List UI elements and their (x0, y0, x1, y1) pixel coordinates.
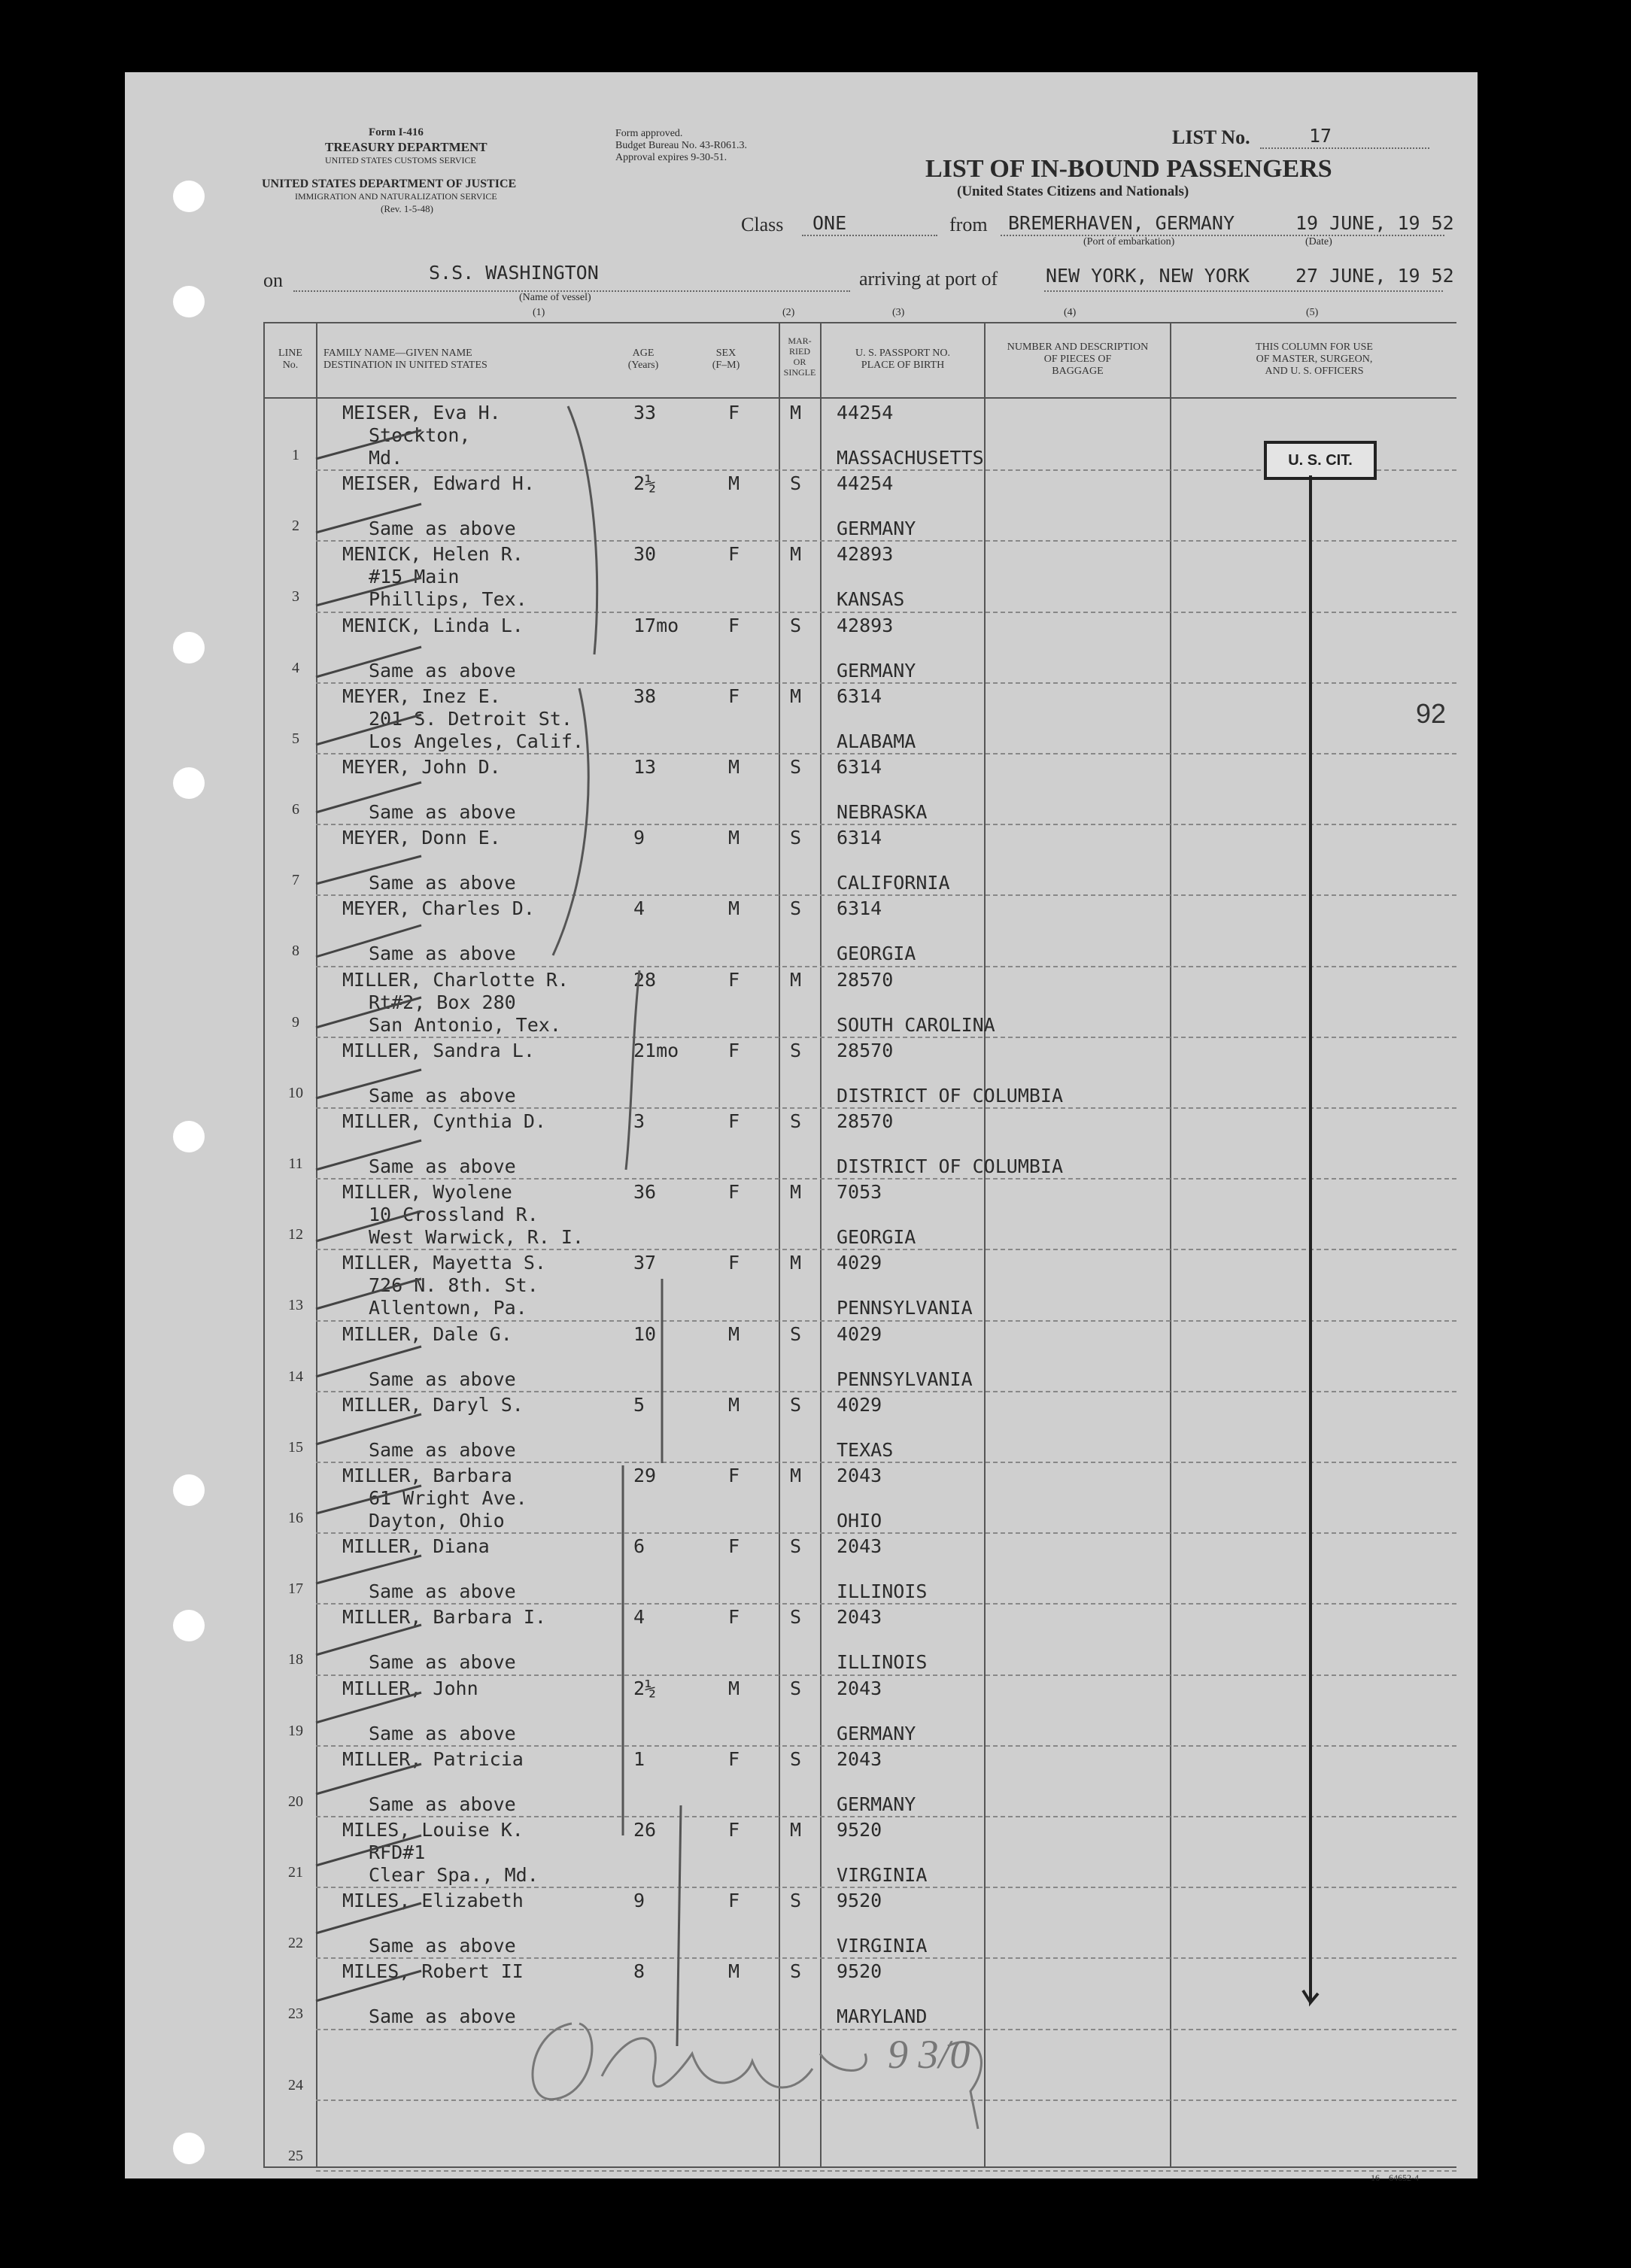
passenger-age: 33 (633, 402, 657, 424)
form-subtitle: (United States Citizens and Nationals) (957, 184, 1189, 199)
passenger-destination: Clear Spa., Md. (369, 1864, 539, 1886)
passenger-destination: Same as above (369, 1793, 516, 1815)
passenger-destination: Md. (369, 447, 403, 469)
passenger-age: 6 (633, 1535, 645, 1558)
place-of-birth: CALIFORNIA (837, 872, 950, 894)
passport-number: 28570 (837, 1110, 894, 1132)
passenger-destination: Same as above (369, 1438, 516, 1461)
customs-service: UNITED STATES CUSTOMS SERVICE (325, 155, 476, 165)
passenger-marital: S (790, 1747, 802, 1770)
place-of-birth: GERMANY (837, 659, 916, 682)
passenger-age: 2½ (633, 1677, 657, 1699)
line-number: 1 (292, 447, 299, 463)
line-number: 13 (288, 1297, 303, 1314)
passenger-age: 36 (633, 1181, 657, 1204)
passenger-sex: F (728, 1819, 740, 1841)
on-label: on (263, 269, 283, 291)
passenger-name: MILLER, Cynthia D. (342, 1110, 546, 1132)
passport-number: 4029 (837, 1322, 882, 1345)
passenger-destination: Same as above (369, 1155, 516, 1177)
passenger-sex: F (728, 685, 740, 707)
place-of-birth: DISTRICT OF COLUMBIA (837, 1155, 1064, 1177)
passenger-sex: F (728, 1606, 740, 1629)
passenger-age: 3 (633, 1110, 645, 1132)
passenger-marital: S (790, 1039, 802, 1061)
passenger-sex: F (728, 1465, 740, 1486)
passenger-sex: F (728, 1252, 740, 1274)
passport-number: 42893 (837, 543, 894, 566)
us-citizen-stamp: U. S. CIT. (1264, 441, 1377, 480)
passenger-sex: F (728, 614, 740, 636)
passenger-name: MEYER, John D. (342, 756, 501, 778)
passenger-marital: S (790, 1322, 802, 1345)
vessel-name: S.S. WASHINGTON (429, 262, 599, 284)
col-header-married: MAR- RIED OR SINGLE (783, 335, 816, 378)
passenger-age: 26 (633, 1819, 657, 1841)
passenger-sex: M (728, 827, 740, 849)
passport-number: 9520 (837, 1960, 882, 1983)
place-of-birth: ILLINOIS (837, 1651, 928, 1674)
passenger-age: 8 (633, 1960, 645, 1983)
line-number: 9 (292, 1013, 299, 1031)
passenger-address: 726 N. 8th. St. (369, 1274, 539, 1297)
passenger-name: MEISER, Edward H. (342, 472, 535, 495)
port-caption: (Port of embarkation) (1083, 236, 1175, 247)
passenger-age: 29 (633, 1465, 657, 1486)
col-header-sex: SEX (F–M) (712, 348, 740, 371)
margin-number: 92 (1416, 698, 1447, 729)
passenger-marital: S (790, 614, 802, 636)
passenger-marital: S (790, 1393, 802, 1416)
passenger-address: 201 S. Detroit St. (369, 707, 573, 730)
line-number: 22 (288, 1935, 303, 1952)
passenger-marital: M (790, 1181, 802, 1204)
passenger-sex: F (728, 1890, 740, 1912)
place-of-birth: PENNSYLVANIA (837, 1297, 973, 1319)
passenger-name: MILLER, Dale G. (342, 1322, 512, 1345)
passport-number: 6314 (837, 685, 882, 707)
passenger-marital: S (790, 472, 802, 495)
passenger-destination: Same as above (369, 518, 516, 540)
place-of-birth: GEORGIA (837, 1226, 916, 1249)
passenger-sex: F (728, 1747, 740, 1770)
passenger-marital: M (790, 543, 802, 566)
line-number: 15 (288, 1438, 303, 1456)
line-number: 10 (288, 1084, 303, 1101)
line-number: 16 (288, 1510, 303, 1526)
form-title: LIST OF IN-BOUND PASSENGERS (925, 155, 1332, 183)
line-number: 17 (288, 1580, 303, 1598)
passenger-destination: Same as above (369, 1935, 516, 1957)
line-number: 21 (288, 1864, 303, 1881)
passenger-name: MILLER, Daryl S. (342, 1393, 524, 1416)
passenger-name: MEYER, Donn E. (342, 827, 501, 849)
passenger-address: Stockton, (369, 424, 471, 446)
passenger-sex: M (728, 1960, 740, 1983)
line-number: 3 (292, 588, 299, 606)
embarkation-date: 19 JUNE, 19 52 (1295, 212, 1454, 234)
passport-number: 9520 (837, 1890, 882, 1912)
passenger-name: MILES, Elizabeth (342, 1890, 524, 1912)
col-num-5: (5) (1306, 307, 1319, 318)
from-label: from (949, 214, 988, 235)
place-of-birth: MASSACHUSETTS (837, 447, 984, 469)
place-of-birth: VIRGINIA (837, 1935, 928, 1957)
passenger-age: 37 (633, 1252, 657, 1274)
arrival-port: NEW YORK, NEW YORK (1046, 265, 1250, 287)
passenger-name: MILLER, Sandra L. (342, 1039, 535, 1061)
passport-number: 2043 (837, 1535, 882, 1558)
passenger-destination: San Antonio, Tex. (369, 1013, 561, 1036)
line-number: 18 (288, 1651, 303, 1668)
passenger-age: 10 (633, 1322, 657, 1345)
passenger-destination: Dayton, Ohio (369, 1510, 505, 1532)
passenger-destination: Same as above (369, 1580, 516, 1603)
passenger-destination: Allentown, Pa. (369, 1297, 527, 1319)
doj-heading: UNITED STATES DEPARTMENT OF JUSTICE (262, 178, 517, 190)
passport-number: 2043 (837, 1747, 882, 1770)
passport-number: 4029 (837, 1252, 882, 1274)
vessel-caption: (Name of vessel) (519, 292, 591, 303)
passenger-marital: S (790, 1890, 802, 1912)
ins-heading: IMMIGRATION AND NATURALIZATION SERVICE (295, 191, 497, 202)
form-code: 16—64652-4 (1371, 2172, 1419, 2183)
passenger-name: MEISER, Eva H. (342, 402, 501, 424)
place-of-birth: DISTRICT OF COLUMBIA (837, 1084, 1064, 1107)
passenger-name: MEYER, Charles D. (342, 897, 535, 920)
embarkation-port: BREMERHAVEN, GERMANY (1008, 212, 1235, 234)
line-number: 25 (288, 2147, 303, 2164)
passenger-name: MILLER, Diana (342, 1535, 490, 1558)
col-num-4: (4) (1064, 307, 1077, 318)
passenger-name: MILLER, Mayetta S. (342, 1252, 546, 1274)
passenger-destination: West Warwick, R. I. (369, 1226, 584, 1249)
passenger-age: 28 (633, 968, 657, 991)
passenger-address: RFD#1 (369, 1841, 426, 1863)
passenger-marital: M (790, 402, 802, 424)
passenger-age: 4 (633, 897, 645, 920)
passenger-sex: F (728, 1535, 740, 1558)
budget-bureau: Budget Bureau No. 43-R061.3. (615, 140, 747, 151)
passenger-marital: M (790, 685, 802, 707)
list-no-label: LIST No. (1172, 126, 1250, 148)
form-approved: Form approved. (615, 128, 683, 139)
passenger-marital: M (790, 968, 802, 991)
place-of-birth: OHIO (837, 1510, 882, 1532)
passenger-address: 61 Wright Ave. (369, 1487, 527, 1509)
col-header-name: FAMILY NAME—GIVEN NAME DESTINATION IN UNITED STATES (323, 348, 487, 371)
passenger-sex: M (728, 756, 740, 778)
passport-number: 6314 (837, 827, 882, 849)
line-number: 14 (288, 1368, 303, 1385)
passenger-name: MILLER, Barbara I. (342, 1606, 546, 1629)
passenger-name: MILLER, Patricia (342, 1747, 524, 1770)
list-no-value: 17 (1309, 125, 1332, 147)
line-number: 12 (288, 1226, 303, 1243)
passport-number: 28570 (837, 1039, 894, 1061)
passenger-marital: S (790, 897, 802, 920)
passenger-destination: Los Angeles, Calif. (369, 730, 584, 752)
col-header-age: AGE (Years) (627, 348, 659, 371)
passenger-sex: F (728, 1110, 740, 1132)
line-number: 23 (288, 2005, 303, 2023)
passenger-address: #15 Main (369, 566, 460, 588)
passenger-name: MILLER, Charlotte R. (342, 968, 569, 991)
passenger-age: 1 (633, 1747, 645, 1770)
pencil-annotation: 9 3/0 (888, 2032, 970, 2077)
passenger-marital: S (790, 1960, 802, 1983)
passenger-sex: F (728, 1039, 740, 1061)
passenger-address: 10 Crossland R. (369, 1204, 539, 1226)
line-number: 20 (288, 1793, 303, 1810)
passport-number: 2043 (837, 1606, 882, 1629)
passenger-address: Rt#2, Box 280 (369, 991, 516, 1013)
col-num-1: (1) (533, 307, 545, 318)
col-num-3: (3) (892, 307, 905, 318)
passenger-sex: M (728, 897, 740, 920)
place-of-birth: PENNSYLVANIA (837, 1368, 973, 1390)
place-of-birth: TEXAS (837, 1438, 894, 1461)
passenger-destination: Same as above (369, 1722, 516, 1744)
passport-number: 44254 (837, 472, 894, 495)
arrival-date: 27 JUNE, 19 52 (1295, 265, 1454, 287)
col-header-baggage: NUMBER AND DESCRIPTION OF PIECES OF BAGGAGE (1007, 342, 1149, 377)
line-number: 8 (292, 943, 299, 960)
passenger-destination: Same as above (369, 801, 516, 823)
passenger-destination: Same as above (369, 1651, 516, 1674)
line-number: 24 (288, 2076, 303, 2093)
place-of-birth: ILLINOIS (837, 1580, 928, 1603)
passport-number: 6314 (837, 756, 882, 778)
passenger-sex: F (728, 1181, 740, 1204)
passport-number: 2043 (837, 1465, 882, 1486)
passenger-age: 30 (633, 543, 657, 566)
passenger-age: 13 (633, 756, 657, 778)
passenger-sex: F (728, 543, 740, 566)
line-number: 7 (292, 872, 299, 889)
place-of-birth: GERMANY (837, 518, 916, 540)
passenger-name: MILES, Louise K. (342, 1819, 524, 1841)
passenger-name: MILES, Robert II (342, 1960, 524, 1983)
place-of-birth: VIRGINIA (837, 1864, 928, 1886)
passport-number: 44254 (837, 402, 894, 424)
place-of-birth: GERMANY (837, 1722, 916, 1744)
date-caption: (Date) (1305, 236, 1332, 247)
passenger-marital: M (790, 1819, 802, 1841)
passenger-marital: M (790, 1252, 802, 1274)
passenger-name: MILLER, Wyolene (342, 1181, 512, 1204)
line-number: 4 (292, 659, 299, 676)
place-of-birth: NEBRASKA (837, 801, 928, 823)
passenger-name: MEYER, Inez E. (342, 685, 501, 707)
passenger-marital: S (790, 1606, 802, 1629)
passenger-name: MENICK, Linda L. (342, 614, 524, 636)
passport-number: 2043 (837, 1677, 882, 1699)
arriving-label: arriving at port of (859, 268, 998, 290)
passenger-sex: M (728, 1393, 740, 1416)
passport-number: 28570 (837, 968, 894, 991)
passenger-age: 4 (633, 1606, 645, 1629)
passenger-name: MILLER, John (342, 1677, 478, 1699)
passenger-marital: S (790, 1677, 802, 1699)
line-number: 19 (288, 1722, 303, 1739)
passenger-age: 2½ (633, 472, 657, 495)
place-of-birth: MARYLAND (837, 2005, 928, 2028)
passenger-marital: S (790, 1110, 802, 1132)
passport-number: 9520 (837, 1819, 882, 1841)
line-number: 5 (292, 730, 299, 747)
passenger-destination: Same as above (369, 872, 516, 894)
revision: (Rev. 1-5-48) (381, 203, 433, 214)
passenger-sex: F (728, 402, 740, 424)
passenger-marital: S (790, 827, 802, 849)
passenger-age: 21mo (633, 1039, 679, 1061)
passenger-sex: F (728, 968, 740, 991)
passenger-marital: S (790, 756, 802, 778)
place-of-birth: SOUTH CAROLINA (837, 1013, 995, 1036)
passenger-destination: Same as above (369, 2005, 516, 2028)
passport-number: 4029 (837, 1393, 882, 1416)
passenger-name: MILLER, Barbara (342, 1465, 512, 1486)
passenger-age: 38 (633, 685, 657, 707)
line-number: 2 (292, 518, 299, 535)
place-of-birth: KANSAS (837, 588, 905, 611)
passenger-marital: S (790, 1535, 802, 1558)
passenger-age: 17mo (633, 614, 679, 636)
passenger-sex: M (728, 472, 740, 495)
passenger-sex: M (728, 1677, 740, 1699)
col-header-passport: U. S. PASSPORT NO. PLACE OF BIRTH (855, 348, 950, 371)
col-header-line: LINE No. (278, 348, 302, 371)
passenger-destination: Same as above (369, 659, 516, 682)
passenger-destination: Same as above (369, 1368, 516, 1390)
passport-number: 6314 (837, 897, 882, 920)
form-number: Form I-416 (369, 126, 424, 138)
approval-expiry: Approval expires 9-30-51. (615, 152, 727, 163)
passenger-name: MENICK, Helen R. (342, 543, 524, 566)
place-of-birth: GERMANY (837, 1793, 916, 1815)
passenger-destination: Phillips, Tex. (369, 588, 527, 611)
class-label: Class (741, 214, 784, 235)
place-of-birth: GEORGIA (837, 943, 916, 965)
passenger-marital: M (790, 1465, 802, 1486)
class-value: ONE (812, 212, 847, 234)
line-number: 6 (292, 801, 299, 818)
place-of-birth: ALABAMA (837, 730, 916, 752)
passport-number: 7053 (837, 1181, 882, 1204)
passenger-age: 5 (633, 1393, 645, 1416)
passenger-destination: Same as above (369, 943, 516, 965)
col-num-2: (2) (782, 307, 795, 318)
passenger-sex: M (728, 1322, 740, 1345)
passenger-age: 9 (633, 1890, 645, 1912)
passport-number: 42893 (837, 614, 894, 636)
passenger-age: 9 (633, 827, 645, 849)
passenger-destination: Same as above (369, 1084, 516, 1107)
treasury-dept: TREASURY DEPARTMENT (325, 140, 487, 154)
line-number: 11 (288, 1155, 303, 1172)
col-header-officers: THIS COLUMN FOR USE OF MASTER, SURGEON, AND U. S. OFFICERS (1256, 342, 1373, 377)
